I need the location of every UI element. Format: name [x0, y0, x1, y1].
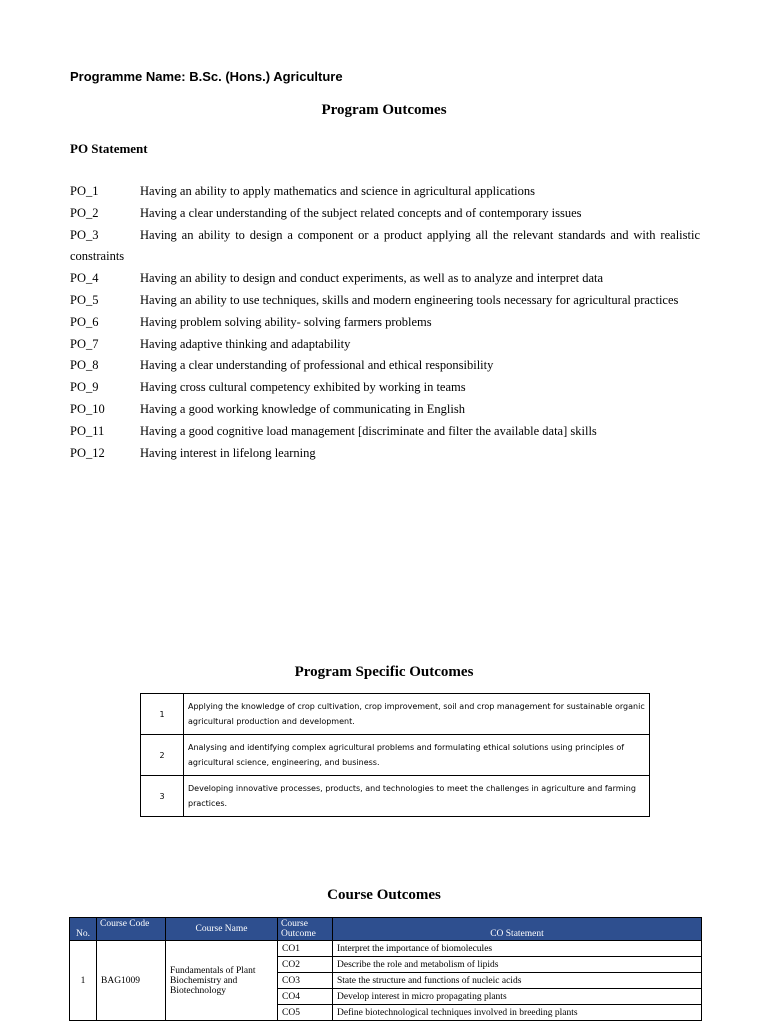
po-text: Having an ability to design and conduct experiments, as well as to analyze and interpret data	[140, 271, 604, 286]
po-row	[70, 355, 700, 377]
pso-number: 3	[141, 776, 184, 817]
pso-text: Applying the knowledge of crop cultivation, crop improvement, soil and crop management for sustainable organic agricultural production and development.	[184, 694, 650, 735]
po-row-continuation	[70, 246, 700, 268]
po-list	[70, 181, 700, 464]
po-row	[70, 399, 700, 421]
po-row	[70, 203, 700, 225]
table-row	[141, 735, 650, 776]
course-outcome-code: CO5	[278, 1005, 333, 1021]
po-code: PO_5	[70, 292, 99, 307]
po-row	[70, 268, 700, 290]
course-outcome-code: CO3	[278, 973, 333, 989]
pso-title: Program Specific Outcomes	[294, 664, 474, 680]
po-text-continuation: constraints	[70, 249, 125, 264]
po-text: Having a clear understanding of professional and ethical responsibility	[140, 358, 494, 373]
po-code: PO_8	[70, 358, 99, 373]
course-no: 1	[70, 941, 97, 1021]
course-code: BAG1009	[97, 941, 166, 1021]
co-statement: Interpret the importance of biomolecules	[333, 941, 702, 957]
course-outcome-code: CO4	[278, 989, 333, 1005]
po-code: PO_6	[70, 314, 99, 329]
programme-name: Programme Name: B.Sc. (Hons.) Agriculture	[70, 69, 343, 84]
po-row	[70, 377, 700, 399]
po-code: PO_3	[70, 227, 99, 242]
po-row	[70, 225, 700, 247]
table-row	[141, 694, 650, 735]
po-text: Having an ability to design a component or a product applying all the relevant standards and with realistic	[140, 227, 700, 242]
po-row	[70, 312, 700, 334]
header-no: No.	[70, 918, 97, 941]
header-co-statement: CO Statement	[333, 918, 702, 941]
co-statement: Define biotechnological techniques involved in breeding plants	[333, 1005, 702, 1021]
po-text: Having a clear understanding of the subject related concepts and of contemporary issues	[140, 205, 582, 220]
co-table	[69, 917, 702, 1021]
po-row	[70, 443, 700, 465]
po-text: Having interest in lifelong learning	[140, 445, 316, 460]
co-statement: Describe the role and metabolism of lipids	[333, 957, 702, 973]
header-course-name: Course Name	[166, 918, 278, 941]
header-course-outcome: Course Outcome	[278, 918, 333, 941]
table-header-row	[70, 918, 702, 941]
pso-number: 1	[141, 694, 184, 735]
course-outcome-code: CO2	[278, 957, 333, 973]
co-statement: State the structure and functions of nucleic acids	[333, 973, 702, 989]
co-title: Course Outcomes	[327, 887, 441, 903]
po-code: PO_1	[70, 184, 99, 198]
po-row	[70, 181, 700, 203]
course-name: Fundamentals of Plant Biochemistry and Biotechnology	[166, 941, 278, 1021]
po-text: Having an ability to use techniques, skills and modern engineering tools necessary for agricultural practices	[140, 292, 679, 307]
po-text: Having a good cognitive load management [discriminate and filter the available data] skills	[140, 423, 597, 438]
po-code: PO_12	[70, 445, 105, 460]
po-code: PO_4	[70, 271, 99, 286]
po-text: Having problem solving ability- solving farmers problems	[140, 314, 432, 329]
po-text: Having an ability to apply mathematics and science in agricultural applications	[140, 184, 536, 198]
po-text: Having adaptive thinking and adaptability	[140, 336, 351, 351]
po-text: Having a good working knowledge of communicating in English	[140, 401, 465, 416]
po-row	[70, 290, 700, 312]
pso-number: 2	[141, 735, 184, 776]
header-course-code: Course Code	[97, 918, 166, 941]
co-statement: Develop interest in micro propagating plants	[333, 989, 702, 1005]
course-outcome-code: CO1	[278, 941, 333, 957]
po-statement-label: PO Statement	[70, 141, 148, 156]
po-row	[70, 421, 700, 443]
po-code: PO_9	[70, 380, 99, 395]
po-code: PO_11	[70, 423, 105, 438]
pso-text: Analysing and identifying complex agricultural problems and formulating ethical solutions using principles of agricultural science, engineering, and business.	[184, 735, 650, 776]
pso-table	[140, 693, 650, 817]
po-code: PO_7	[70, 336, 99, 351]
po-row	[70, 334, 700, 356]
program-outcomes-title: Program Outcomes	[321, 102, 447, 118]
po-code: PO_2	[70, 205, 99, 220]
po-text: Having cross cultural competency exhibited by working in teams	[140, 380, 466, 395]
po-code: PO_10	[70, 401, 105, 416]
table-row	[141, 776, 650, 817]
table-row	[70, 941, 702, 957]
pso-text: Developing innovative processes, products, and technologies to meet the challenges in agriculture and farming practices.	[184, 776, 650, 817]
